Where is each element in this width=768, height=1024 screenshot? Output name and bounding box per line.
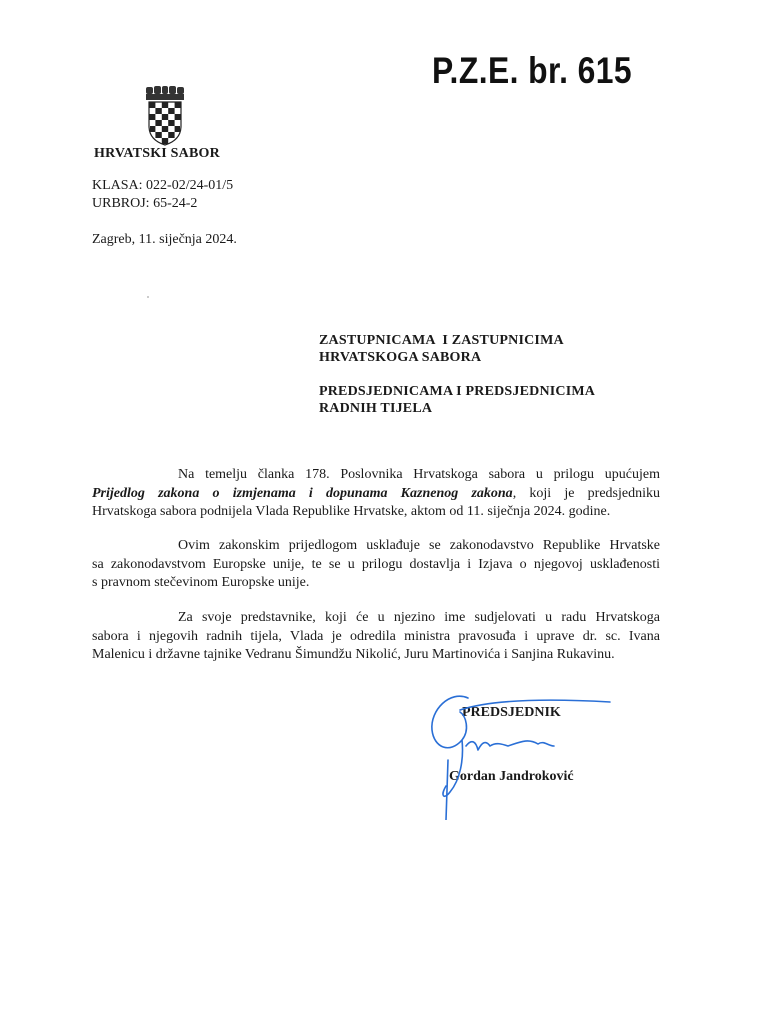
paragraph-text: , koji je predsjedniku (512, 485, 660, 501)
klasa-reference: KLASA: 022-02/24-01/5 (92, 178, 234, 193)
paragraph-line: s pravnom stečevinom Europske unije. (92, 575, 310, 591)
recipient-2-line-1: PREDSJEDNICAMA I PREDSJEDNICIMA (319, 384, 596, 399)
institution-name: HRVATSKI SABOR (94, 146, 220, 161)
recipient-1-line-2: HRVATSKOGA SABORA (319, 350, 482, 365)
paragraph-line: sa zakonodavstvom Europske unije, te se u prilogu dostavlja i Izjava o njegovoj usklađenosti (92, 556, 660, 572)
document-date: Zagreb, 11. siječnja 2024. (92, 232, 237, 247)
paragraph-line: Hrvatskoga sabora podnijela Vlada Republike Hrvatske, aktom od 11. siječnja 2024. godine. (92, 504, 611, 520)
scan-speck (147, 296, 149, 298)
bill-title: Prijedlog zakona o izmjenama i dopunama Kaznenog zakona (92, 485, 513, 501)
signatory-title: PREDSJEDNIK (462, 705, 561, 720)
coat-of-arms-icon (142, 86, 188, 146)
body-paragraph-3 (92, 609, 660, 665)
signatory-name: Gordan Jandroković (449, 769, 574, 784)
recipient-1-line-1: ZASTUPNICAMA I ZASTUPNICIMA (319, 333, 564, 348)
handwritten-signature (420, 680, 620, 820)
body-paragraph-1 (92, 466, 660, 522)
paragraph-line: Malenicu i državne tajnike Vedranu Šimundžu Nikolić, Juru Martinovića i Sanjina Rukavinu. (92, 647, 615, 663)
paragraph-line: sabora i njegovih radnih tijela, Vlada je odredila ministra pravosuđa i uprave dr. sc. Ivana (92, 628, 660, 644)
paragraph-line: Ovim zakonskim prijedlogom usklađuje se zakonodavstvo Republike Hrvatske (178, 538, 660, 553)
paragraph-line (92, 485, 660, 504)
recipient-2-line-2: RADNIH TIJELA (319, 401, 433, 416)
document-number-stamp: P.Z.E. br. 615 (432, 50, 633, 91)
paragraph-line: Na temelju članka 178. Poslovnika Hrvatskoga sabora u prilogu upućujem (178, 467, 660, 482)
urbroj-reference: URBROJ: 65-24-2 (92, 196, 198, 211)
paragraph-line: Za svoje predstavnike, koji će u njezino ime sudjelovati u radu Hrvatskoga (178, 610, 660, 625)
body-paragraph-2 (92, 537, 660, 593)
